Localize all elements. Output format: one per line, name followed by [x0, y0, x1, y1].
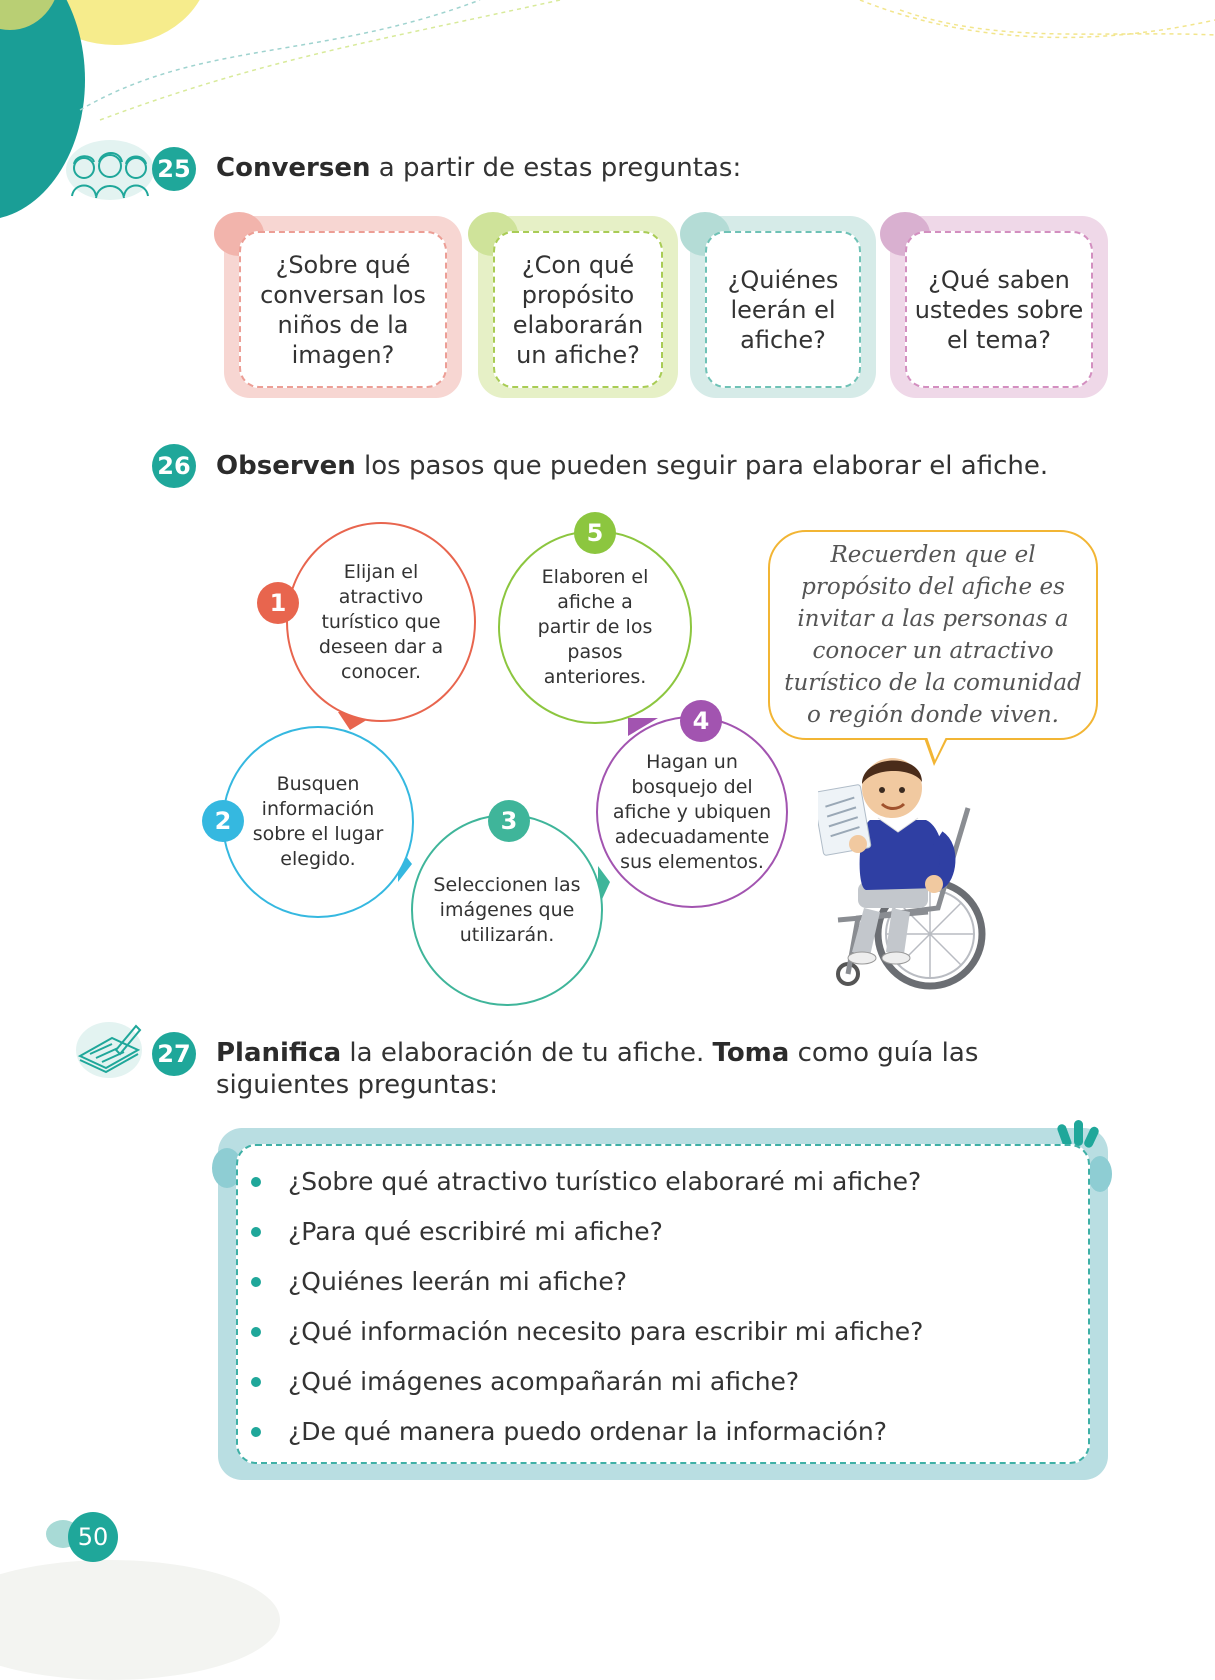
instruction-text: la elaboración de tu afiche.: [341, 1038, 713, 1068]
reminder-note: Recuerden que el propósito del afiche es invitar a las personas a conocer un atractivo turístico de la comunidad o región donde viven.: [768, 530, 1098, 740]
bullet: [251, 1177, 261, 1187]
step-5-bubble: Elaboren el afiche a partir de los pasos anteriores.: [498, 530, 692, 724]
instruction-verb: Conversen: [216, 153, 371, 183]
bullet: [251, 1377, 261, 1387]
list-item: [288, 1416, 887, 1448]
list-item-text: ¿Qué imágenes acompañarán mi afiche?: [288, 1367, 800, 1396]
list-item-text: ¿De qué manera puedo ordenar la información?: [288, 1417, 888, 1446]
list-item-text: ¿Quiénes leerán mi afiche?: [288, 1267, 627, 1296]
step-1-number: 1: [257, 582, 299, 624]
list-item: [288, 1366, 799, 1398]
activity-instruction: [216, 450, 1048, 482]
planning-questions-box: [218, 1128, 1108, 1480]
decorative-wavy-lines: [0, 0, 1215, 130]
instruction-text: los pasos que pueden seguir para elaborar el afiche.: [355, 451, 1049, 481]
bullet: [251, 1327, 261, 1337]
list-item: [288, 1216, 663, 1248]
writing-notebook-icon: [76, 1020, 142, 1078]
question-card: [478, 216, 678, 398]
activity-number-badge: 25: [152, 147, 196, 191]
list-item: [288, 1166, 921, 1198]
activity-number-badge: 26: [152, 444, 196, 488]
bullet: [251, 1427, 261, 1437]
box-decoration: [1088, 1156, 1112, 1192]
step-4-number: 4: [680, 700, 722, 742]
list-item: [288, 1316, 923, 1348]
boy-in-wheelchair-illustration: [818, 748, 998, 998]
list-item-text: ¿Sobre qué atractivo turístico elaboraré mi afiche?: [288, 1167, 922, 1196]
activity-number-badge: 27: [152, 1032, 196, 1076]
instruction-verb: Observen: [216, 451, 356, 481]
activity-instruction: [216, 1037, 1096, 1101]
question-text: ¿Quiénes leerán el afiche?: [705, 231, 861, 388]
question-text: ¿Con qué propósito elaborarán un afiche?: [493, 231, 663, 388]
instruction-verb: Planifica: [216, 1038, 342, 1068]
activity-instruction: [216, 152, 741, 184]
question-card: [690, 216, 876, 398]
instruction-text: como guía las siguientes preguntas:: [216, 1038, 979, 1100]
question-card: [224, 216, 462, 398]
decorative-bottom-blob: [0, 1560, 280, 1680]
instruction-verb: Toma: [712, 1038, 790, 1068]
step-4-bubble: Hagan un bosquejo del afiche y ubiquen adecuadamente sus elementos.: [596, 716, 788, 908]
step-3-number: 3: [488, 800, 530, 842]
step-5-number: 5: [574, 512, 616, 554]
children-group-icon: [66, 140, 154, 204]
question-text: ¿Sobre qué conversan los niños de la imagen?: [239, 231, 447, 388]
step-2-number: 2: [202, 800, 244, 842]
step-3-bubble: Seleccionen las imágenes que utilizarán.: [411, 814, 603, 1006]
question-text: ¿Qué saben ustedes sobre el tema?: [905, 231, 1093, 388]
step-2-bubble: Busquen información sobre el lugar elegido.: [222, 726, 414, 918]
planning-questions-list: [236, 1144, 1090, 1464]
page-number: 50: [68, 1512, 118, 1562]
list-item-text: ¿Para qué escribiré mi afiche?: [288, 1217, 663, 1246]
instruction-text: a partir de estas preguntas:: [370, 153, 742, 183]
bullet: [251, 1227, 261, 1237]
list-item: [288, 1266, 627, 1298]
step-1-bubble: Elijan el atractivo turístico que deseen dar a conocer.: [286, 522, 476, 722]
list-item-text: ¿Qué información necesito para escribir mi afiche?: [288, 1317, 924, 1346]
question-card: [890, 216, 1108, 398]
bullet: [251, 1277, 261, 1287]
